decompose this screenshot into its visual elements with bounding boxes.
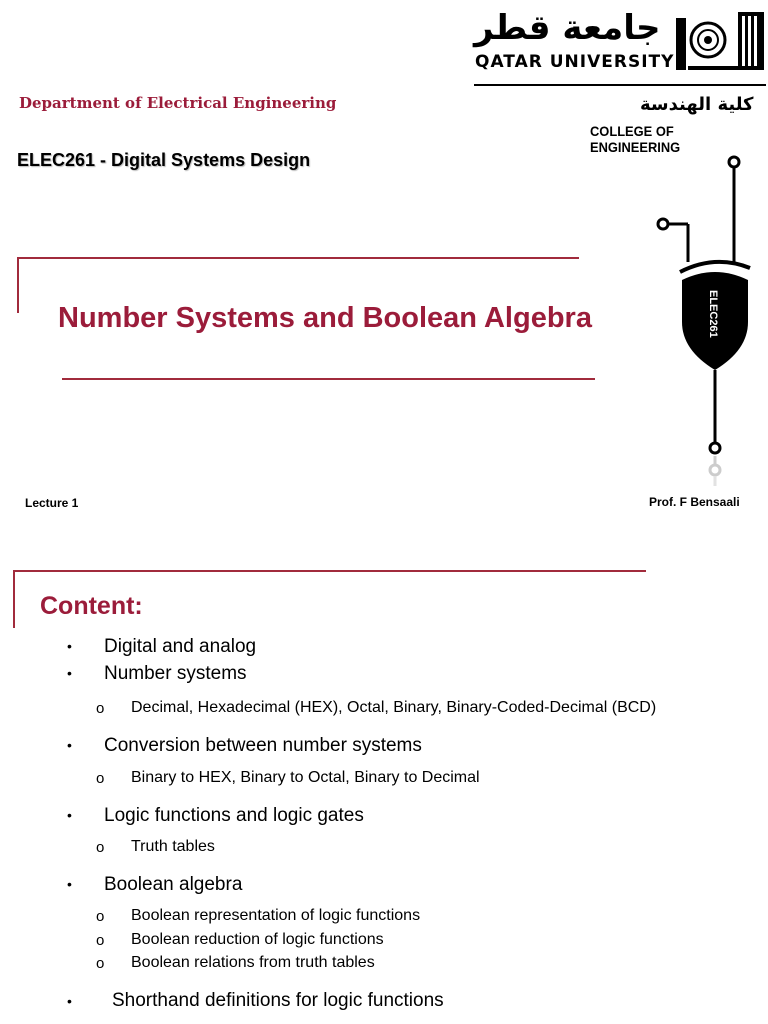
department-name: Department of Electrical Engineering (19, 94, 337, 112)
list-subitem: Boolean representation of logic functions (131, 907, 421, 924)
university-emblem-icon (676, 8, 766, 72)
list-subitem: Decimal, Hexadecimal (HEX), Octal, Binary, Binary-Coded-Decimal (BCD) (131, 699, 657, 716)
list-item: Digital and analog (104, 636, 257, 657)
content-frame-left (13, 570, 15, 628)
gate-label: ELEC261 (707, 290, 719, 338)
list-item: Shorthand definitions for logic functions (112, 990, 444, 1011)
sub-bullet-icon: o (96, 700, 105, 717)
content-heading: Content: (40, 592, 143, 620)
title-frame-top (17, 257, 579, 259)
title-underline (62, 378, 595, 380)
bullet-icon: • (67, 876, 72, 892)
college-english-name: COLLEGE OF ENGINEERING (590, 123, 681, 155)
bullet-icon: • (67, 737, 72, 753)
bullet-icon: • (67, 807, 72, 823)
lecture-number: Lecture 1 (25, 496, 79, 510)
bullet-icon: • (67, 638, 72, 654)
professor-name: Prof. F Bensaali (649, 495, 740, 509)
sub-bullet-icon: o (96, 932, 105, 949)
list-subitem: Boolean relations from truth tables (131, 954, 375, 971)
sub-bullet-icon: o (96, 839, 105, 856)
logic-gate-icon (650, 150, 760, 490)
college-arabic-name: كلية الهندسة (640, 94, 754, 115)
list-item: Boolean algebra (104, 874, 243, 895)
list-item: Logic functions and logic gates (104, 805, 364, 826)
course-title: ELEC261 - Digital Systems Design (17, 150, 311, 170)
list-item: Conversion between number systems (104, 735, 422, 756)
content-frame-top (13, 570, 646, 572)
list-subitem: Truth tables (131, 838, 215, 855)
bullet-icon: • (67, 993, 72, 1009)
sub-bullet-icon: o (96, 908, 105, 925)
list-subitem: Binary to HEX, Binary to Octal, Binary to Decimal (131, 769, 480, 786)
list-item: Number systems (104, 663, 247, 684)
bullet-icon: • (67, 665, 72, 681)
lecture-title: Number Systems and Boolean Algebra (58, 302, 592, 334)
university-arabic-name: جامعة قطر (474, 8, 661, 48)
university-english-name: QATAR UNIVERSITY (475, 52, 675, 72)
title-frame-left (17, 257, 19, 313)
list-subitem: Boolean reduction of logic functions (131, 931, 384, 948)
sub-bullet-icon: o (96, 770, 105, 787)
logo-divider (474, 84, 766, 86)
sub-bullet-icon: o (96, 955, 105, 972)
